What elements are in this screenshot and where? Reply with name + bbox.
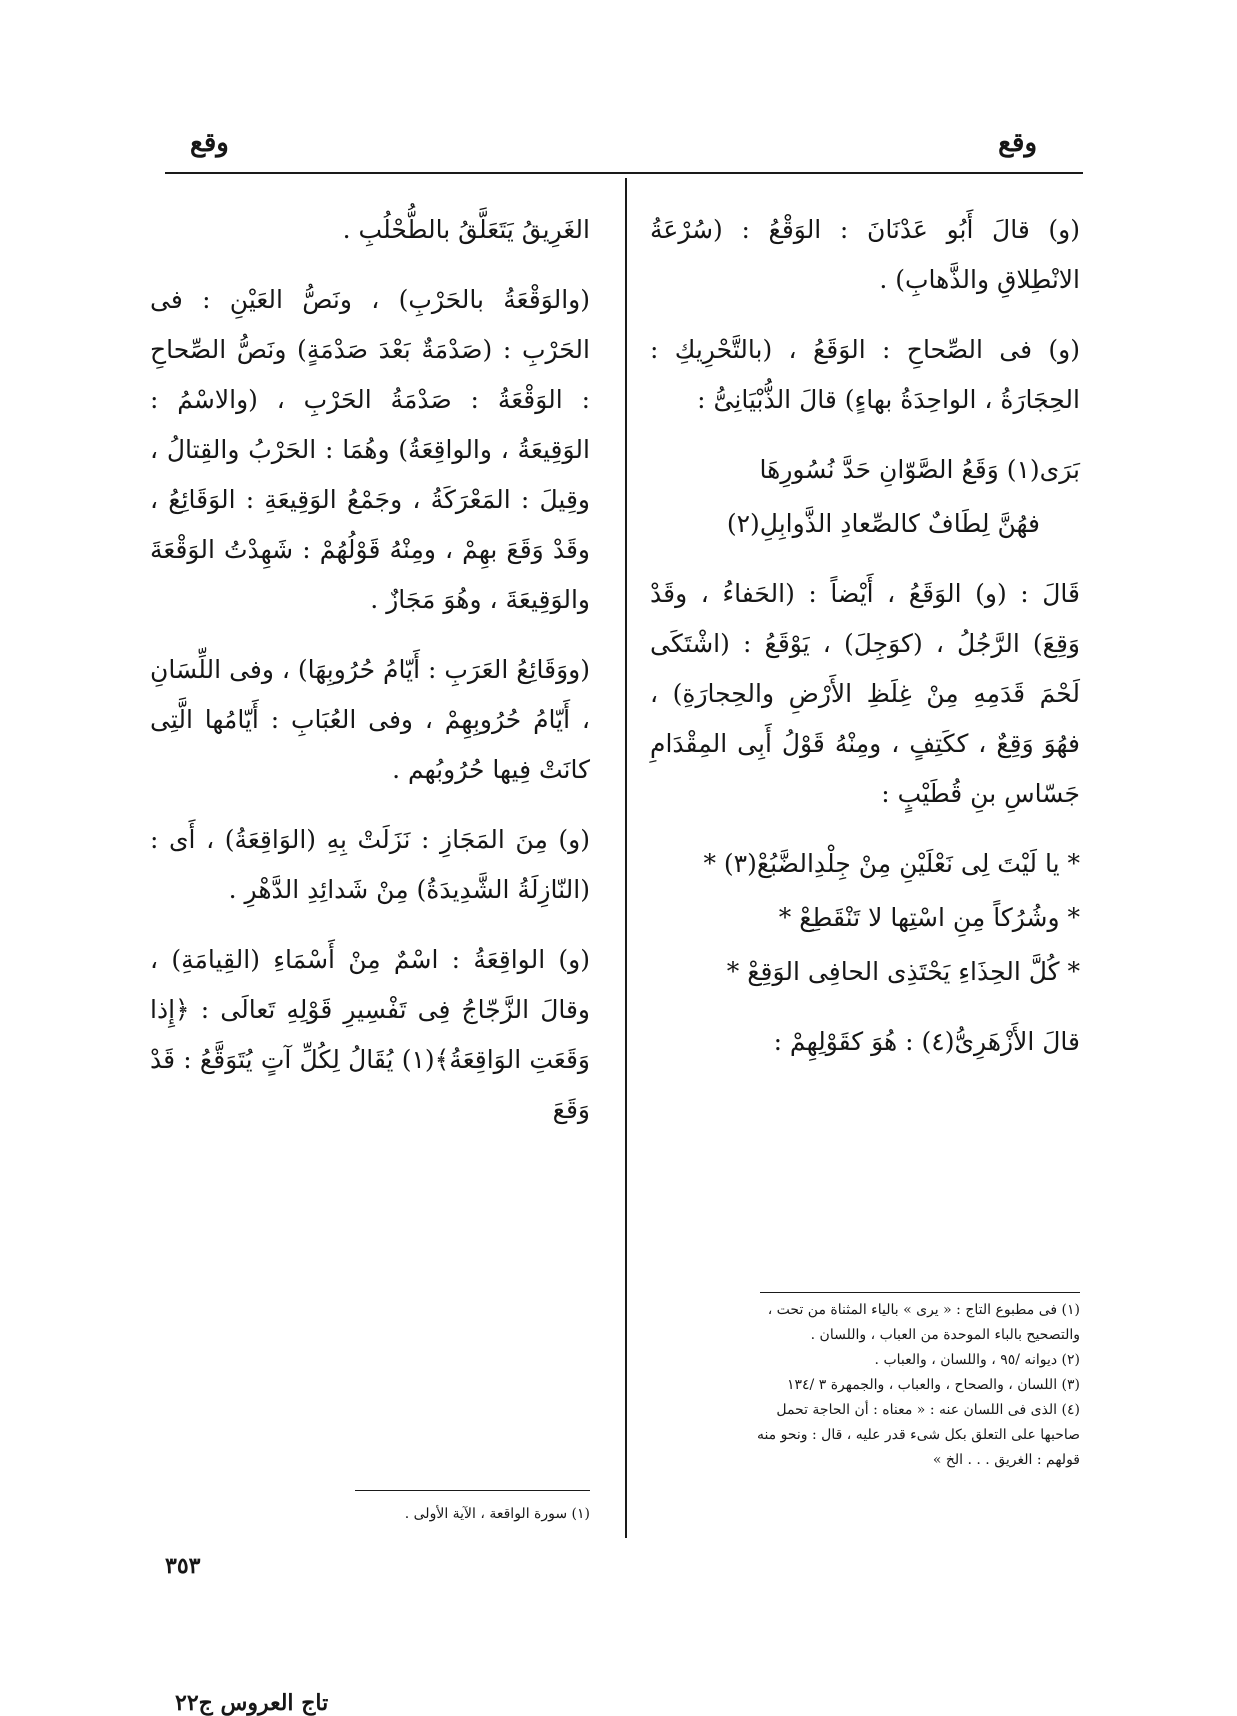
paragraph: (و) الواقِعَةُ : اسْمٌ مِنْ أَسْمَاءِ (القِيامَةِ) ، وقالَ الزَّجّاجُ فِى تَفْسِيرِ قَوْلِهِ تَعالَى : ﴿إِذا وَقَعَتِ الوَاقِعَةُ﴾(١) يُقَالُ لِكُلِّ آتٍ يُتَوَقَّعُ : قَدْ وَقَعَ (150, 945, 590, 1124)
paragraph: قَالَ : (و) الوَقَعُ ، أَيْضاً : (الحَفاءُ ، وقَدْ وَقِعَ) الرَّجُلُ ، (كوَجِلَ) ، يَوْقَعُ : (اشْتَكَى لَحْمَ قَدَمِهِ مِنْ غِلَظِ الأَرْضِ والحِجارَةِ) ، فهُوَ وَقِعٌ ، ككَتِفٍ ، ومِنْهُ قَوْلُ أَبِى المِقْدَامِ جَسّاسِ بنِ قُطَيْبٍ : (650, 579, 1080, 808)
paragraph: (و) مِنَ المَجَازِ : نَزَلَتْ بِهِ (الوَاقِعَةُ) ، أَى : (النّازِلَةُ الشَّدِيدَةُ) مِنْ شَدائِدِ الدَّهْرِ . (150, 825, 590, 904)
paragraph: (ووَقَائِعُ العَرَبِ : أَيّامُ حُرُوبِهَا) ، وفى اللِّسَانِ ، أَيّامُ حُرُوبِهِمْ ، وفى العُبَابِ : أَيّامُها الَّتِى كانَتْ فِيها حُرُوبُهم . (150, 655, 590, 784)
header-right-word: وقع (998, 128, 1037, 158)
footnote: (٤) الذى فى اللسان عنه : « معناه : أن الحاجة تحمل صاحبها على التعلق بكل شىء قدر عليه ، قال : ونحو منه قولهم : الغريق . . . الخ » (756, 1402, 1080, 1468)
verse-line: * يا لَيْتَ لِى نَعْلَيْنِ مِنْ جِلْدِالضَّبُعْ(٣) * (703, 849, 1080, 878)
footnotes-left (300, 1502, 590, 1527)
footnotes-right (735, 1298, 1080, 1473)
left-column (150, 205, 590, 1155)
paragraph: (و) فى الصِّحاحِ : الوَقَعُ ، (بالتَّحْرِيكِ : الحِجَارَةُ ، الواحِدَةُ بهاءٍ) قالَ الذُّبْيَانِىُّ : (650, 335, 1080, 414)
page-number: ٣٥٣ (165, 1553, 201, 1579)
footnote: (٢) ديوانه /٩٥ ، واللسان ، والعباب . (874, 1352, 1080, 1368)
footnote: (١) سورة الواقعة ، الآية الأولى . (404, 1506, 590, 1522)
volume-signature: تاج العروس ج٢٢ (175, 1690, 329, 1716)
verse-line: * وشُرُكاً مِنِ اسْتِها لا تَنْقَطِعْ * (778, 903, 1080, 932)
footnote: (٣) اللسان ، والصحاح ، والعباب ، والجمهرة ٣ /١٣٤ (786, 1377, 1080, 1393)
verse-line: فهُنَّ لِطَافٌ كالصِّعادِ الذَّوابِلِ(٢) (726, 509, 1040, 538)
paragraph: قالَ الأَزْهَرِىُّ(٤) : هُوَ كقَوْلِهِمْ : (773, 1027, 1080, 1056)
paragraph: الغَرِيقُ يَتَعَلَّقُ بالطُّحْلُبِ . (342, 215, 590, 244)
footnote-rule (355, 1490, 590, 1491)
footnote-rule (760, 1292, 1080, 1293)
footnote: (١) فى مطبوع التاج : « يرى » بالياء المثناة من تحت ، والتصحيح بالباء الموحدة من العباب ، واللسان . (767, 1302, 1080, 1343)
column-divider (625, 178, 627, 1538)
verse-line: بَرَى(١) وَقَعُ الصَّوّانِ حَدَّ نُسُورِهَا (759, 455, 1080, 484)
verse-line: * كُلَّ الحِذَاءِ يَحْتَذِى الحافِى الوَقِعْ * (726, 957, 1080, 986)
header-rule (165, 172, 1083, 174)
paragraph: (و) قالَ أَبُو عَدْنَانَ : الوَقْعُ : (سُرْعَةُ الانْطِلاقِ والذَّهابِ) . (650, 215, 1080, 294)
paragraph: (والوَقْعَةُ بالحَرْبِ) ، ونَصُّ العَيْنِ : فى الحَرْبِ : (صَدْمَةٌ بَعْدَ صَدْمَةٍ) ونَصُّ الصِّحاحِ : الوَقْعَةُ : صَدْمَةُ الحَرْبِ ، (والاسْمُ : الوَقِيعَةُ ، والواقِعَةُ) وهُمَا : الحَرْبُ والقِتالُ ، وقِيلَ : المَعْرَكَةُ ، وجَمْعُ الوَقِيعَةِ : الوَقَائِعُ ، وقَدْ وَقَعَ بهِمْ ، ومِنْهُ قَوْلُهُمْ : شَهِدْتُ الوَقْعَةَ والوَقِيعَةَ ، وهُوَ مَجَازٌ . (150, 285, 590, 614)
header-left-word: وقع (190, 128, 229, 158)
right-column (650, 205, 1080, 1087)
